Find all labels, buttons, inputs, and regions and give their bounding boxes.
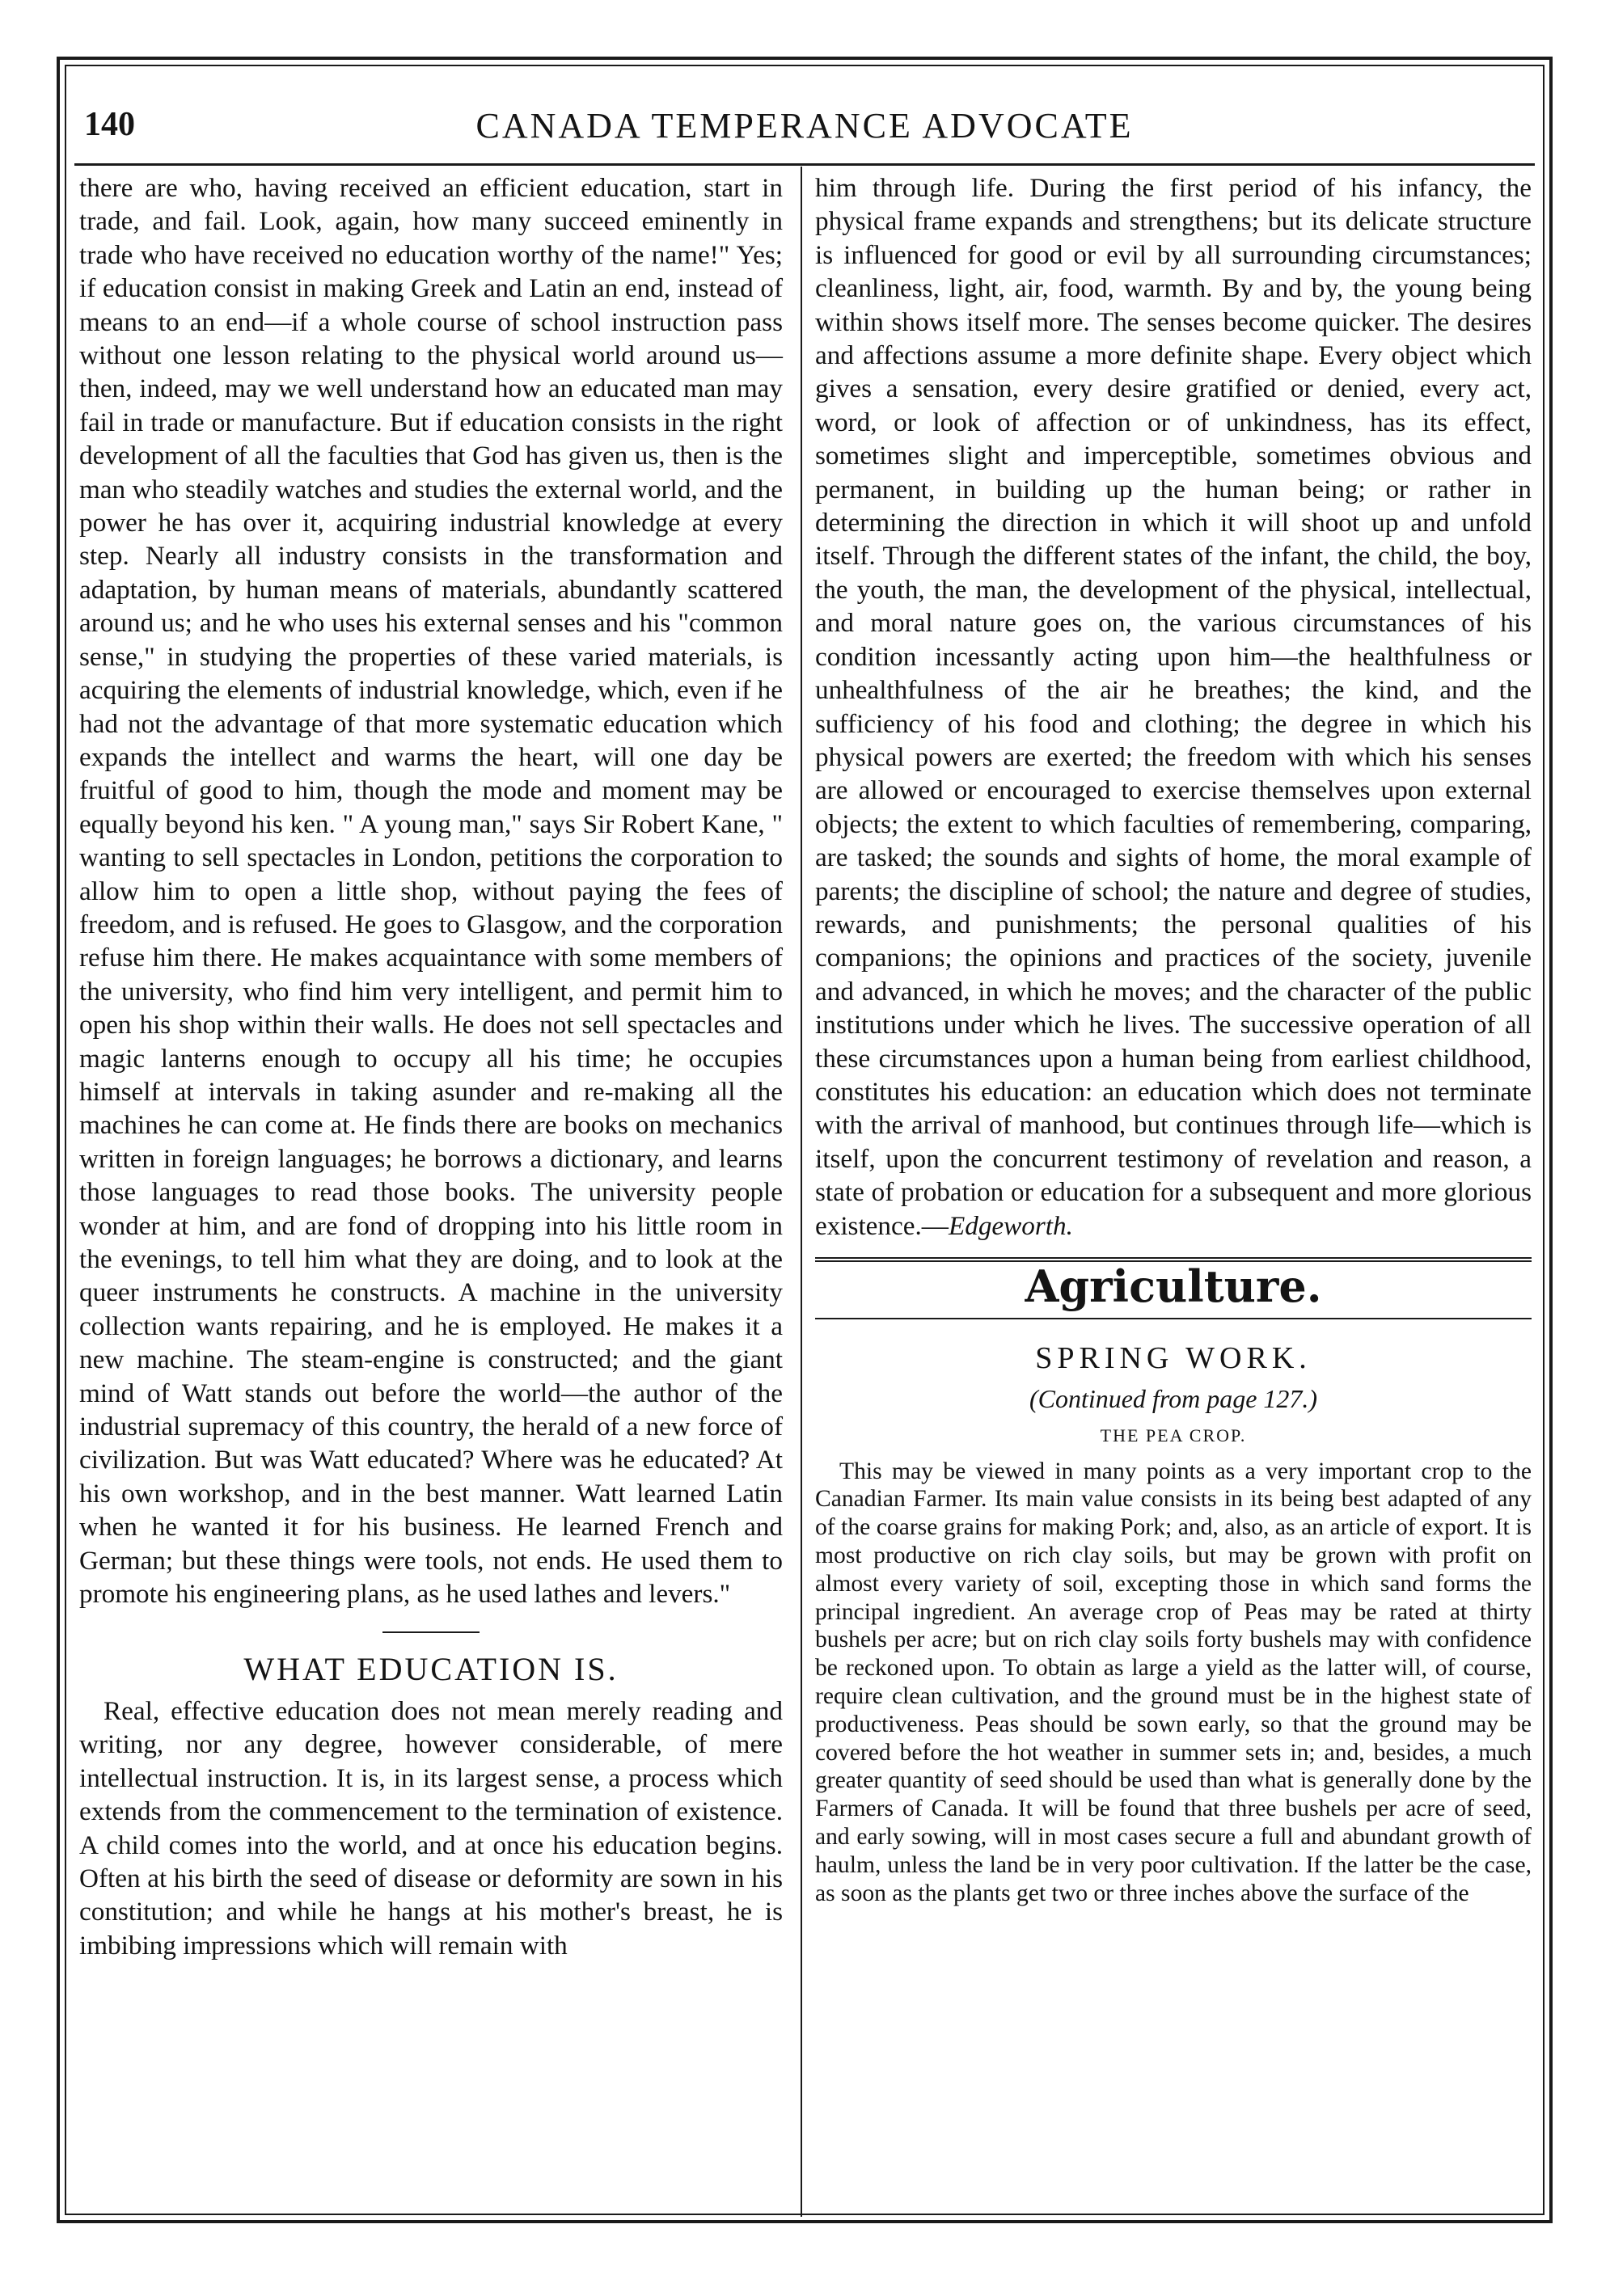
continued-paragraph <box>815 171 1532 1243</box>
attribution: Edgeworth. <box>948 1210 1073 1241</box>
department-rule-thin <box>815 1318 1532 1319</box>
article-body <box>815 1458 1532 1908</box>
right-column <box>815 171 1532 1907</box>
column-divider <box>801 167 802 2217</box>
continued-paragraph: there are who, having received an efficient education, start in trade, and fail. Look, again, how many succeed eminently in trade who have received no education worthy of the name!" Yes; if education consist in making Greek and Latin an end, instead of means to an end—if a whole course of school instruction pass without one lesson relating to the physical world around us—then, indeed, may we well understand how an educated man may fail in trade or manufacture. But if education consists in the right development of all the faculties that God has given us, then is the man who steadily watches and studies the external world, and the power he has over it, acquiring industrial knowledge at every step. Nearly all industry consists in the transformation and adaptation, by human means of materials, abundantly scattered around us; and he who uses his external senses and his "common sense," in studying the properties of these varied materials, is acquiring the elements of industrial knowledge, which, even if he had not the advantage of that more systematic education which expands the intellect and warms the heart, will one day be fruitful of good to him, though the mode and moment may be equally beyond his ken. " A young man," says Sir Robert Kane, " wanting to sell spectacles in London, petitions the corporation to allow him to open a little shop, without paying the fees of freedom, and is refused. He goes to Glasgow, and the corporation refuse him there. He makes acquaintance with some members of the university, who find him very intelligent, and permit him to open his shop within their walls. He does not sell spectacles and magic lanterns enough to occupy all his time; he occupies himself at intervals in taking asunder and re-making all the machines he can come at. He finds there are books on mechanics written in foreign languages; he borrows a dictionary, and learns those languages to read those books. The university people wonder at him, and are fond of dropping into his little room in the evenings, to tell him what they are doing, and to look at the queer instruments he constructs. A machine in the university collection wants repairing, and he is employed. He makes it a new machine. The steam-engine is constructed; and the giant mind of Watt stands out before the world—the author of the industrial supremacy of this country, the herald of a new force of civilization. But was Watt educated? Where was he educated? At his own workshop, and in the best manner. Watt learned Latin when he wanted it for his business. He learned French and German; but these things were tools, not ends. He used them to promote his engineering plans, as he used lathes and levers." <box>79 173 783 1610</box>
section-divider <box>382 1631 480 1633</box>
paragraph-text: him through life. During the first period of his infancy, the physical frame expands and strengthens; but its delicate structure is influenced for good or evil by all surrounding circumstances; cleanliness, light, air, food, warmth. By and by, the young being within shows itself more. The senses become quicker. The desires and affections assume a more definite shape. Every object which gives a sensation, every desire gratified or denied, every act, word, or look of affection or of unkindness, has its effect, sometimes slight and imperceptible, sometimes obvious and permanent, in building up the human being; or rather in determining the direction in which it will shoot up and unfold itself. Through the different states of the infant, the child, the boy, the youth, the man, the development of the physical, intellectual, and moral nature goes on, the various circumstances of his condition incessantly acting upon him—the healthfulness or unhealthfulness of the air he breathes; the kind, and the sufficiency of his food and clothing; the degree in which his physical powers are exerted; the freedom with which his senses are allowed or encouraged to exercise themselves upon external objects; the extent to which faculties of remembering, comparing, are tasked; the sounds and sights of home, the moral example of parents; the discipline of school; the nature and degree of studies, rewards, and punishments; the personal qualities of his companions; the opinions and practices of the society, juvenile and advanced, in which he moves; and the character of the public institutions under which he lives. The successive operation of all these circumstances upon a human being from earliest childhood, constitutes his education: an education which does not terminate with the arrival of manhood, but continues through life—which is itself, upon the concurrent testimony of revelation and reason, a state of probation or education for a subsequent and more glorious existence.— <box>815 173 1532 1241</box>
left-column <box>79 171 783 1962</box>
running-head: CANADA TEMPERANCE ADVOCATE <box>475 106 1134 146</box>
article-subheading: THE PEA CROP. <box>1100 1425 1247 1446</box>
header-rule <box>74 163 1535 166</box>
continued-from-note: (Continued from page 127.) <box>1029 1383 1318 1413</box>
article-paragraph: Real, effective education does not mean merely reading and writing, nor any degree, however considerable, of mere intellectual instruction. It is, in its largest sense, a process which extends from the commencement to the termination of existence. A child comes into the world, and at once his education begins. Often at his birth the seed of disease or deformity are sown in his constitution; and while he hangs at his mother's breast, he is imbibing impressions which will remain with <box>79 1695 783 1960</box>
department-heading: Agriculture. <box>1025 1260 1322 1312</box>
page-header <box>74 95 1535 160</box>
article-title: SPRING WORK. <box>1035 1341 1312 1376</box>
article-paragraph: This may be viewed in many points as a very important crop to the Canadian Farmer. Its main value consists in its being best adapted of any of the coarse grains for making Pork; and, also, as an article of export. It is most productive on rich clay soils, but may be grown with profit on almost every variety of soil, excepting those in which sand forms the principal ingredient. An average crop of Peas may be rated at thirty bushels per acre; but on rich clay soils forty bushels may with confidence be reckoned upon. To obtain as large a yield as the latter will, of course, require clean cultivation, and the ground must be in the highest state of productiveness. Peas should be sown early, so that the ground may be covered before the hot weather in summer sets in; and, besides, a much greater quantity of seed should be used than what is generally done by the Farmers of Canada. It will be found that three bushels per acre of seed, and early sowing, will in most cases secure a full and abundant growth of haulm, unless the land be in very poor cultivation. If the latter be the case, as soon as the plants get two or three inches above the surface of the <box>815 1458 1532 1906</box>
article-heading: WHAT EDUCATION IS. <box>243 1651 619 1688</box>
page-number: 140 <box>84 106 135 143</box>
